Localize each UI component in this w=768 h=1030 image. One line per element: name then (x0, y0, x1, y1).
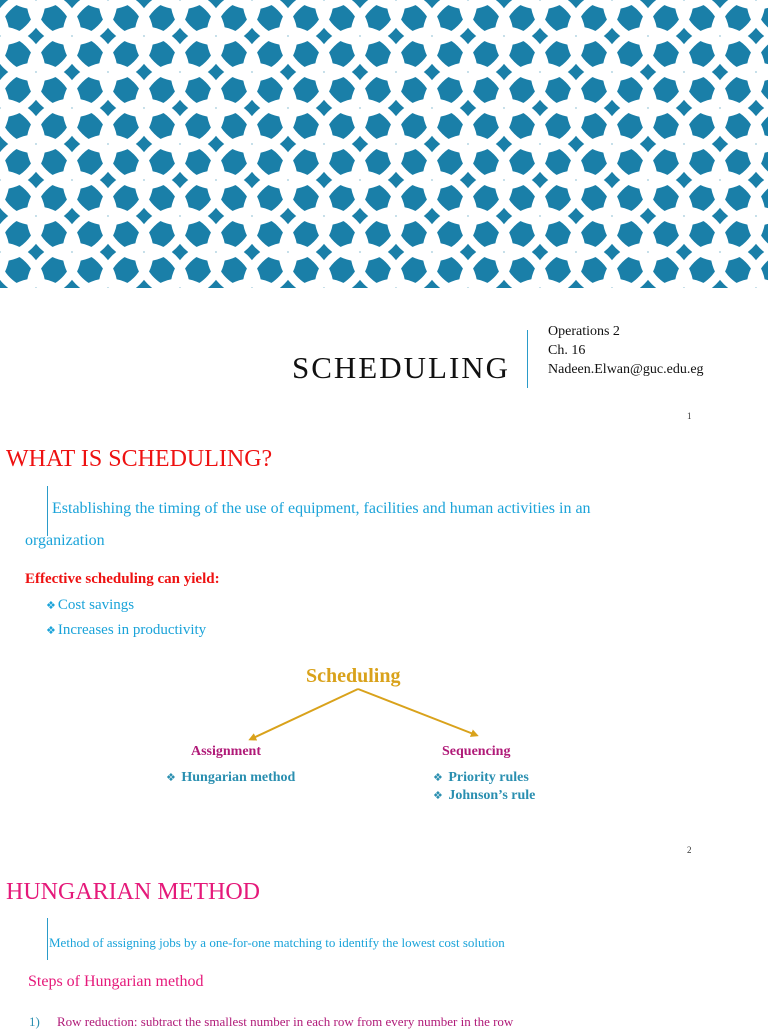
method-name: Hungarian method (181, 770, 296, 785)
slide3-divider (47, 918, 48, 960)
method-name: Johnson’s rule (448, 788, 536, 803)
slide2-definition-line1: Establishing the timing of the use of equipment, facilities and human activities in an (52, 500, 591, 517)
slide3-heading: HUNGARIAN METHOD (6, 879, 260, 905)
list-item (166, 769, 295, 787)
slide1-divider (527, 330, 528, 388)
list-item (46, 618, 206, 643)
slide2-divider (47, 486, 48, 536)
step-number: 1) (29, 1014, 40, 1029)
course-name: Operations 2 (548, 324, 620, 339)
list-item (433, 787, 535, 805)
arrow-to-sequencing (358, 689, 476, 735)
steps-heading: Steps of Hungarian method (28, 973, 204, 990)
slide1-title: SCHEDULING (292, 350, 511, 385)
list-item (433, 769, 535, 787)
step-text: Row reduction: subtract the smallest number in each row from every number in the row (57, 1014, 514, 1029)
banner-pattern (0, 0, 768, 288)
page-number-1: 1 (687, 411, 692, 421)
step-item (29, 1014, 513, 1030)
diamond-bullet-icon: ❖ (166, 771, 176, 784)
diagram-right-label: Sequencing (442, 744, 511, 759)
chapter-label: Ch. 16 (548, 343, 586, 358)
diamond-bullet-icon: ❖ (433, 789, 443, 802)
diagram-root: Scheduling (306, 665, 401, 687)
yield-item-text: Cost savings (57, 597, 135, 613)
author-email[interactable]: Nadeen.Elwan@guc.edu.eg (548, 362, 704, 377)
diamond-bullet-icon: ❖ (46, 599, 56, 612)
yield-heading: Effective scheduling can yield: (25, 571, 220, 587)
yield-list (46, 593, 206, 643)
arrow-to-assignment (251, 689, 358, 739)
slide1-info (548, 322, 704, 379)
diagram-left-items (166, 769, 295, 787)
diagram-left-label: Assignment (191, 744, 262, 759)
method-name: Priority rules (448, 770, 529, 785)
slide2-definition-line2: organization (25, 532, 105, 549)
yield-item-text: Increases in productivity (57, 622, 207, 638)
diamond-bullet-icon: ❖ (433, 771, 443, 784)
slide2-heading: WHAT IS SCHEDULING? (6, 446, 273, 472)
diamond-bullet-icon: ❖ (46, 624, 56, 637)
diagram-right-items (433, 769, 535, 805)
slide3-definition: Method of assigning jobs by a one-for-one matching to identify the lowest cost solution (49, 935, 505, 950)
list-item (46, 593, 206, 618)
page-number-2: 2 (687, 845, 692, 855)
